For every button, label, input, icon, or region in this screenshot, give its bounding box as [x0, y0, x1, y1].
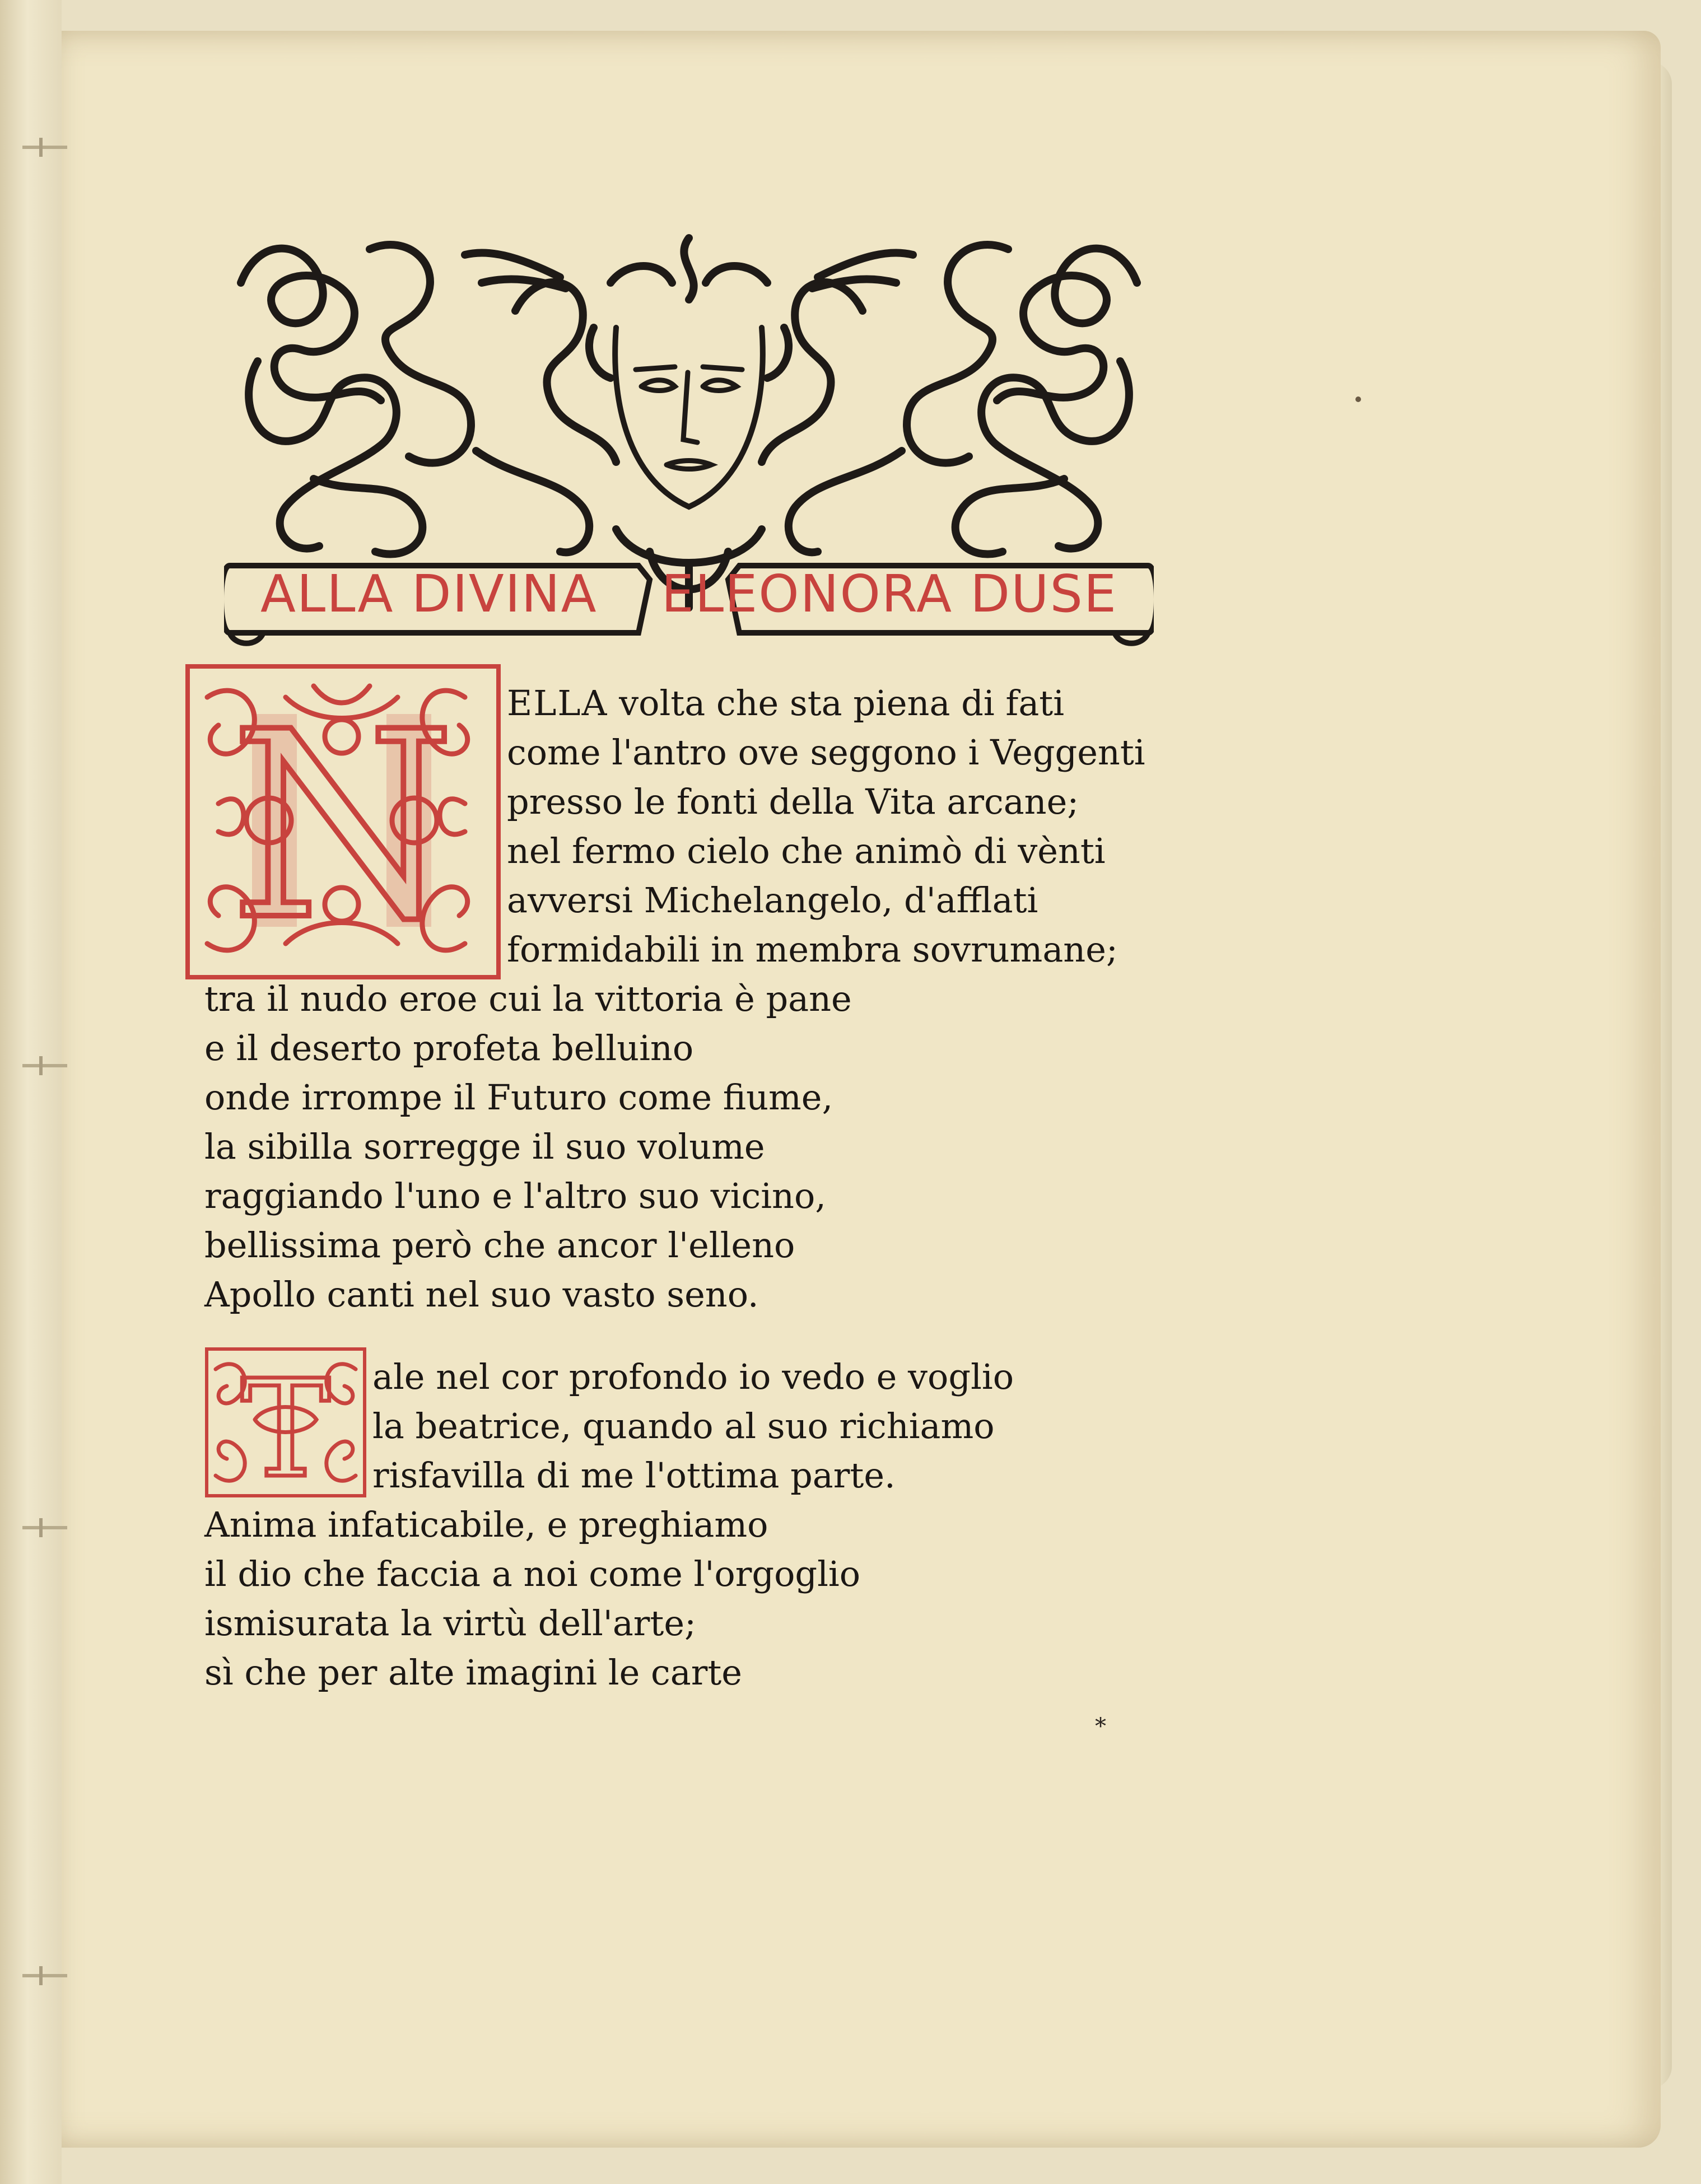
verse-line: ale nel cor profondo io vedo e voglio: [372, 1356, 1014, 1397]
verse-line: come l'antro ove seggono i Veggenti: [507, 732, 1145, 773]
verse-line: la beatrice, quando al suo richiamo: [372, 1406, 995, 1446]
verse-line: ismisurata la virtù dell'arte;: [204, 1603, 696, 1644]
book-gutter: [0, 0, 62, 2184]
verse-line: il dio che faccia a noi come l'orgoglio: [204, 1553, 861, 1594]
verse-text: volta che sta piena di fati: [619, 683, 1065, 724]
verse-line: risfavilla di me l'ottima parte.: [372, 1455, 896, 1496]
dedication-banner: [230, 560, 1148, 627]
stitch: [22, 146, 67, 149]
svg-text:N: N: [230, 677, 456, 977]
stanza-1-indented: [507, 679, 1145, 974]
verse-line: bellissima però che ancor l'elleno: [204, 1225, 795, 1266]
verse-lead-word: ELLA: [507, 683, 608, 724]
verse-line: presso le fonti della Vita arcane;: [507, 781, 1079, 822]
stanza-2: [204, 1500, 860, 1697]
verse-line: tra il nudo eroe cui la vittoria è pane: [204, 978, 852, 1019]
stitch: [22, 1064, 67, 1067]
verse-line: Apollo canti nel suo vasto seno.: [204, 1274, 759, 1315]
signature-mark: *: [1095, 1714, 1106, 1739]
stitch: [22, 1974, 67, 1977]
paper-speck: [1355, 396, 1361, 402]
verse-line: nel fermo cielo che animò di vènti: [507, 830, 1106, 871]
dedication-left: ALLA DIVINA: [260, 563, 598, 624]
stanza-2-indented: [372, 1352, 1014, 1500]
ornamental-initial-t-icon: [204, 1347, 367, 1498]
verse-line: formidabili in membra sovrumane;: [507, 929, 1118, 970]
stitch: [22, 1526, 67, 1529]
verse-line: la sibilla sorregge il suo volume: [204, 1126, 765, 1167]
verse-line: onde irrompe il Futuro come fiume,: [204, 1077, 833, 1118]
verse-line: e il deserto profeta belluino: [204, 1028, 694, 1068]
verse-line: Anima infaticabile, e preghiamo: [204, 1504, 768, 1545]
svg-text:T: T: [240, 1351, 331, 1498]
stanza-1: [204, 974, 852, 1319]
verse-line: avversi Michelangelo, d'afflati: [507, 880, 1038, 921]
verse-line: sì che per alte imagini le carte: [204, 1652, 742, 1693]
verse-line: raggiando l'uno e l'altro suo vicino,: [204, 1175, 827, 1216]
dedication-right: ELEONORA DUSE: [661, 563, 1117, 624]
verse-line: [507, 679, 1145, 728]
ornamental-initial-n-icon: [185, 664, 501, 980]
